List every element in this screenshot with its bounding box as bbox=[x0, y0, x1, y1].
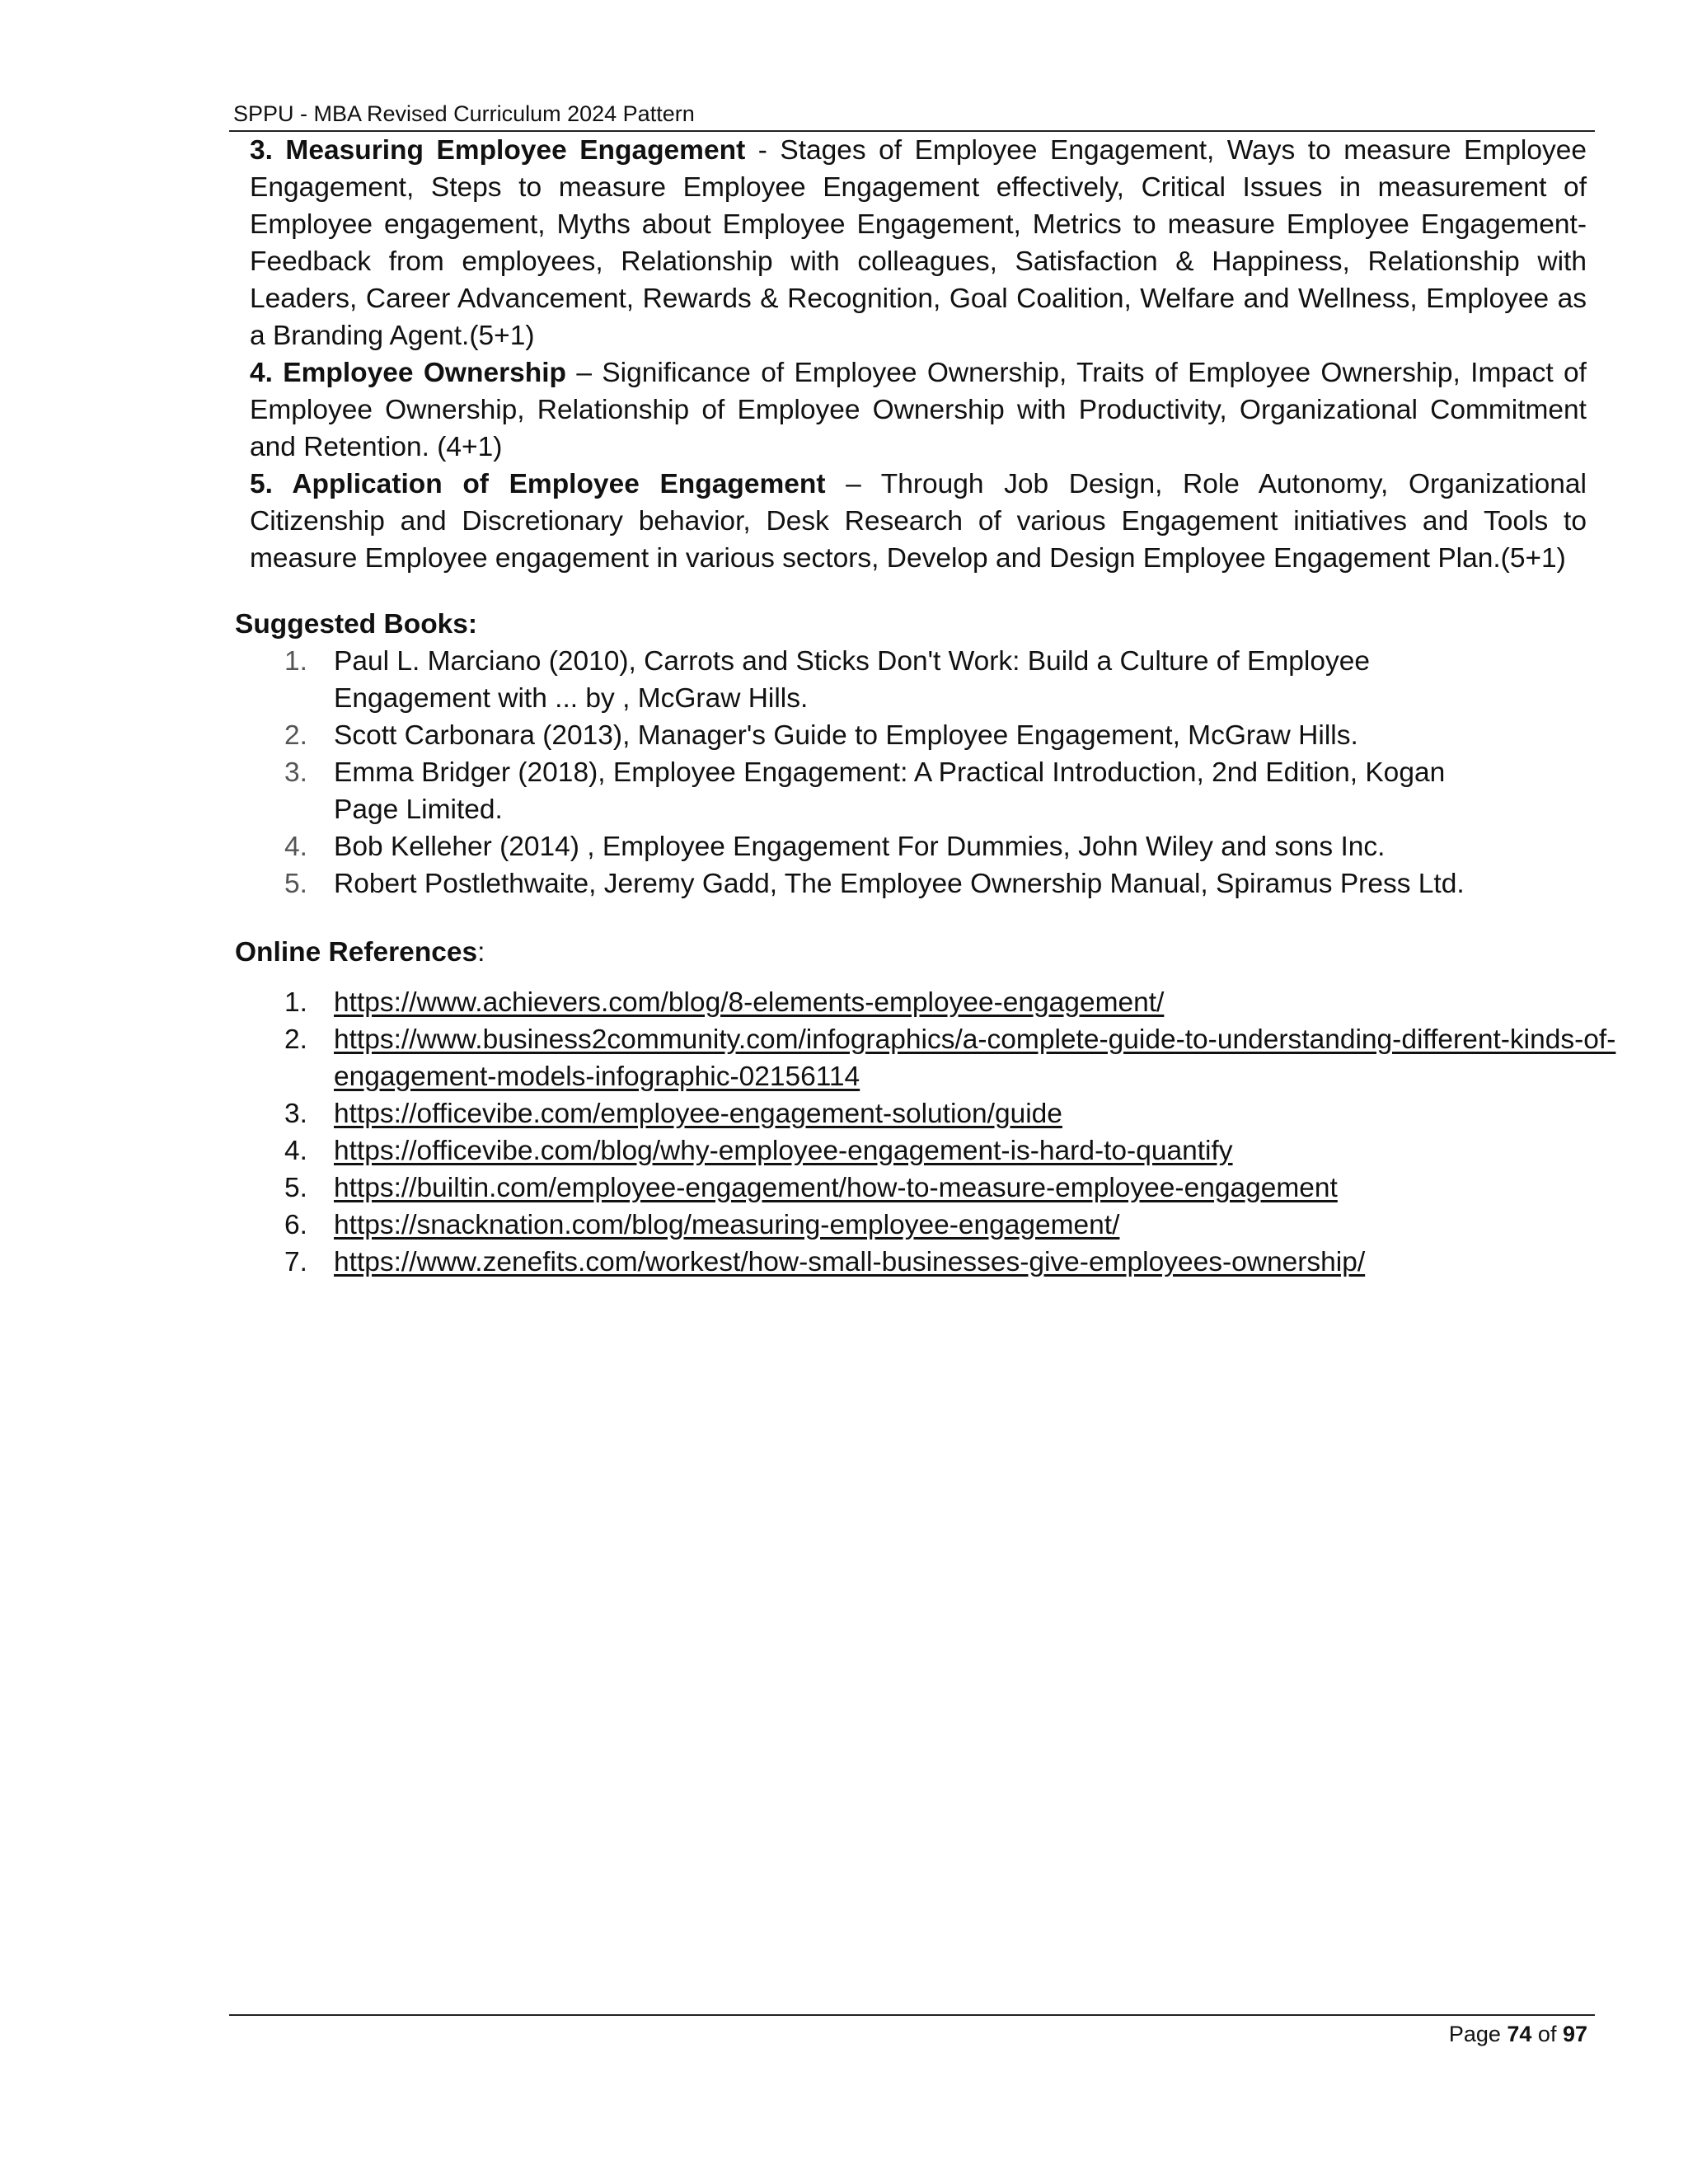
book-text: Robert Postlethwaite, Jeremy Gadd, The Employee Ownership Manual, Spiramus Press Ltd. bbox=[334, 869, 1465, 899]
reference-number: 2. bbox=[284, 1024, 307, 1055]
reference-number: 5. bbox=[284, 1173, 307, 1203]
reference-item bbox=[250, 1095, 1651, 1132]
reference-number: 3. bbox=[284, 1099, 307, 1129]
unit-4-title: 4. Employee Ownership bbox=[250, 358, 566, 388]
reference-number: 6. bbox=[284, 1210, 307, 1240]
unit-4-paragraph bbox=[250, 354, 1587, 466]
reference-item bbox=[250, 1207, 1651, 1244]
reference-link[interactable]: https://www.business2community.com/infographics/a-complete-guide-to-understanding-different-kinds-of-engagement-models-infographic-02156114 bbox=[334, 1024, 1616, 1092]
reference-number: 1. bbox=[284, 987, 307, 1018]
book-item bbox=[250, 643, 1503, 717]
book-item bbox=[250, 754, 1503, 828]
book-number: 5. bbox=[284, 869, 307, 899]
online-references-heading bbox=[235, 934, 485, 971]
reference-item bbox=[250, 1244, 1651, 1281]
page-number bbox=[1449, 2018, 1587, 2050]
reference-link[interactable]: https://builtin.com/employee-engagement/how-to-measure-employee-engagement bbox=[334, 1173, 1338, 1203]
book-number: 1. bbox=[284, 646, 307, 677]
unit-5-text: – Through Job Design, Role Autonomy, Organizational Citizenship and Discretionary behavior, Desk Research of various Engagement initiatives and Tools to measure Employee engagement in various sectors, Develop and Design Employee Engagement Plan.(5+1) bbox=[250, 469, 1587, 574]
page-header: SPPU - MBA Revised Curriculum 2024 Pattern bbox=[233, 101, 695, 126]
unit-5-paragraph bbox=[250, 466, 1587, 577]
reference-link[interactable]: https://officevibe.com/employee-engagement-solution/guide bbox=[334, 1099, 1062, 1129]
book-item bbox=[250, 717, 1503, 754]
footer-divider bbox=[229, 2014, 1595, 2016]
reference-link[interactable]: https://officevibe.com/blog/why-employee-engagement-is-hard-to-quantify bbox=[334, 1136, 1233, 1166]
total-pages: 97 bbox=[1562, 2022, 1587, 2046]
book-text: Scott Carbonara (2013), Manager's Guide to Employee Engagement, McGraw Hills. bbox=[334, 720, 1358, 751]
unit-4-text: – Significance of Employee Ownership, Traits of Employee Ownership, Impact of Employee Ownership, Relationship of Employee Ownership with Productivity, Organizational Commitment and Retention. (4+1) bbox=[250, 358, 1587, 462]
page-label: Page bbox=[1448, 2022, 1507, 2046]
reference-link[interactable]: https://www.achievers.com/blog/8-elements-employee-engagement/ bbox=[334, 987, 1165, 1018]
reference-link[interactable]: https://snacknation.com/blog/measuring-employee-engagement/ bbox=[334, 1210, 1120, 1240]
current-page: 74 bbox=[1507, 2022, 1532, 2046]
unit-5-title: 5. Application of Employee Engagement bbox=[250, 469, 826, 499]
book-number: 4. bbox=[284, 832, 307, 862]
reference-item bbox=[250, 984, 1651, 1021]
book-item bbox=[250, 865, 1503, 902]
suggested-books-heading: Suggested Books: bbox=[235, 609, 478, 640]
reference-item bbox=[250, 1021, 1651, 1095]
online-references-colon: : bbox=[477, 937, 485, 968]
book-item bbox=[250, 828, 1503, 865]
online-references-list bbox=[250, 984, 1651, 1281]
online-references-title: Online References bbox=[235, 937, 478, 968]
unit-3-paragraph bbox=[250, 132, 1587, 354]
reference-number: 4. bbox=[284, 1136, 307, 1166]
book-number: 3. bbox=[284, 757, 307, 788]
of-label: of bbox=[1531, 2022, 1563, 2046]
unit-list bbox=[250, 132, 1587, 577]
book-text: Paul L. Marciano (2010), Carrots and Sticks Don't Work: Build a Culture of Employee Engagement with ... by , McGraw Hills. bbox=[334, 646, 1371, 714]
book-number: 2. bbox=[284, 720, 307, 751]
reference-item bbox=[250, 1169, 1651, 1207]
unit-3-title: 3. Measuring Employee Engagement bbox=[250, 135, 746, 166]
reference-number: 7. bbox=[284, 1247, 307, 1277]
reference-link[interactable]: https://www.zenefits.com/workest/how-small-businesses-give-employees-ownership/ bbox=[334, 1247, 1366, 1277]
suggested-books-list bbox=[250, 643, 1503, 902]
book-text: Bob Kelleher (2014) , Employee Engagement For Dummies, John Wiley and sons Inc. bbox=[334, 832, 1386, 862]
book-text: Emma Bridger (2018), Employee Engagement: A Practical Introduction, 2nd Edition, Kogan Page Limited. bbox=[334, 757, 1446, 825]
unit-3-text: - Stages of Employee Engagement, Ways to measure Employee Engagement, Steps to measure Employee Engagement effectively, Critical Issues in measurement of Employee engagement, Myths about Employee Engagement, Metrics to measure Employee Engagement- Feedback from employees, Relationship with colleagues, Satisfaction & Happiness, Relationship with Leaders, Career Advancement, Rewards & Recognition, Goal Coalition, Welfare and Wellness, Employee as a Branding Agent.(5+1) bbox=[250, 135, 1587, 351]
reference-item bbox=[250, 1132, 1651, 1169]
